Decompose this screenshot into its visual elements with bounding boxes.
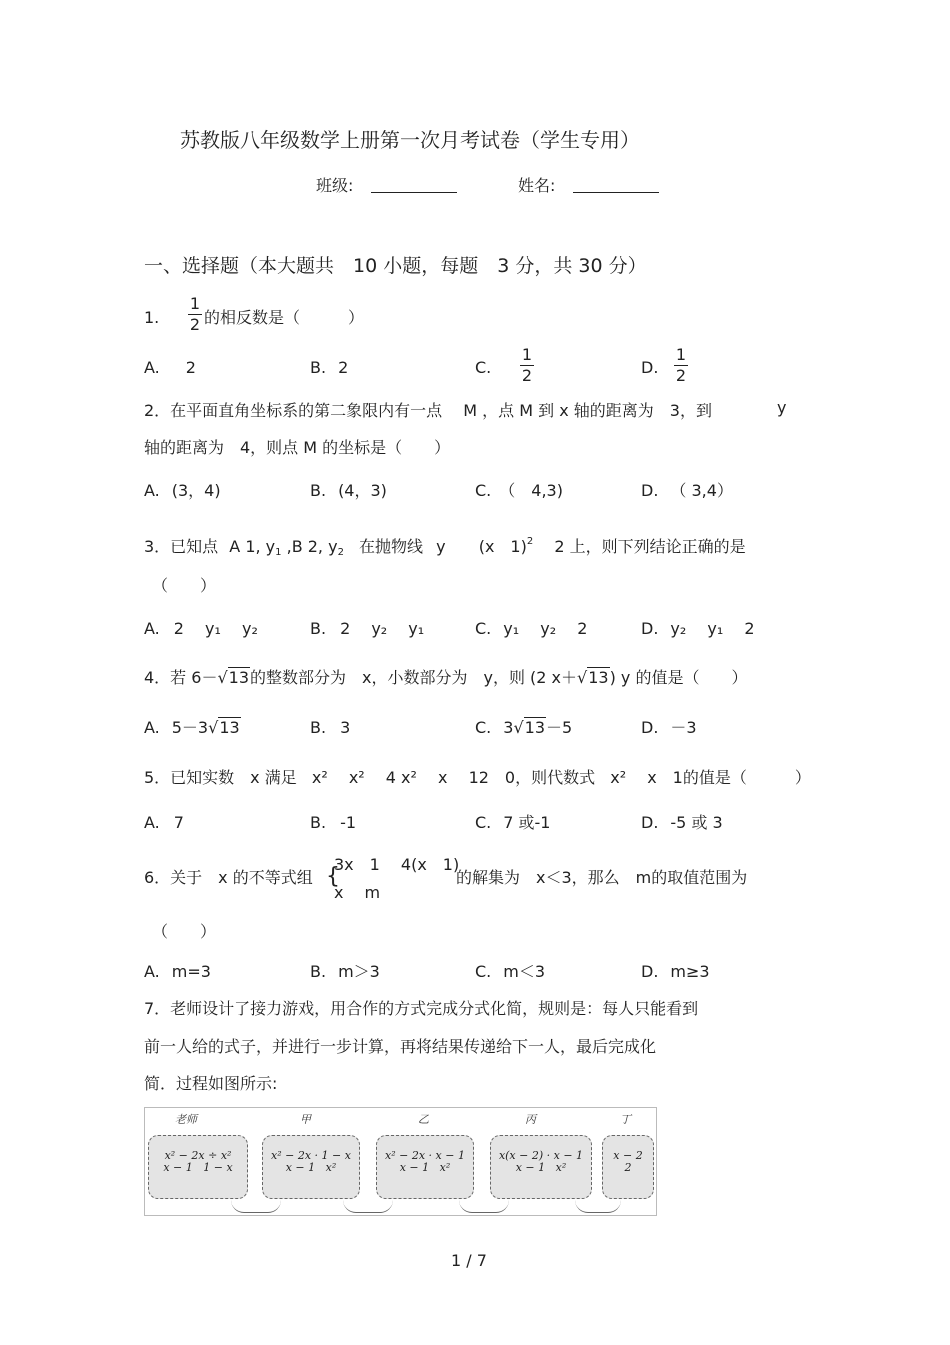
option-label: D. [641,358,659,377]
option-value: 2 [185,358,196,377]
option-label: A. [144,358,160,377]
option-value: (4，3) [338,481,387,500]
q5-expr2: x² x 1 [610,768,683,787]
sqrt-13: √13 [208,718,240,737]
q3-option-a [144,619,258,639]
q1-text: 的相反数是（ ） [204,308,365,327]
option-label: B. [310,358,327,377]
frac-num: 1 [675,345,687,364]
option-value: m=3 [171,962,211,981]
q5-post: ，则代数式 [515,768,596,787]
q5-option-c [475,813,551,833]
expr: x² − 2x · 1 − x x − 1 x² [271,1149,351,1174]
option-label: A. [144,481,160,500]
q1-option-b [310,358,348,378]
q1-option-d-fraction [674,346,688,385]
option-label: C. [475,962,492,981]
option-value: （ 4,3) [499,481,563,500]
option-value-post: －5 [546,718,573,737]
q1-option-a [144,358,196,378]
q3-eq-y: y [436,537,446,556]
option-label: B. [310,619,327,638]
option-value: -1 [340,813,357,832]
q3-sub1: 1 [275,547,282,558]
q3-pre: 3．已知点 [144,537,219,556]
option-label: A. [144,962,160,981]
option-label: C. [475,481,492,500]
q2-option-a [144,481,221,501]
q1-option-d [641,358,658,378]
label-teacher: 老师 [175,1113,197,1126]
option-label: B. [310,718,327,737]
class-blank [371,176,457,193]
label-ding: 丁 [620,1113,631,1126]
radicand: 13 [228,668,250,687]
option-value: (3，4) [171,481,221,500]
q3-point-b: ,B 2, y [281,537,338,556]
option-value: －3 [670,718,697,737]
radicand: 13 [219,718,240,737]
name-label: 姓名: [518,176,556,195]
q2-option-d [641,481,733,501]
option-value: -5 或 3 [670,813,723,832]
option-value: 2 y₁ y₂ [173,619,258,638]
label-yi: 乙 [418,1113,429,1126]
q5-expr: x² x² 4 x² x 12 0 [311,768,516,787]
q6-paren: （ ） [152,922,217,941]
expr-box-yi [376,1135,474,1199]
option-label: D. [641,718,659,737]
frac-den: 2 [521,366,533,385]
q2-option-b [310,481,387,501]
option-label: D. [641,619,659,638]
option-label: C. [475,718,492,737]
expr-box-jia [262,1135,360,1199]
option-value: 2 y₂ y₁ [340,619,425,638]
q4-mid: 的整数部分为 x，小数部分为 y，则 (2 x＋ [250,668,578,687]
class-label: 班级: [316,176,354,195]
q7-line3: 简．过程如图所示: [144,1074,278,1093]
q1-frac-num: 1 [189,294,201,313]
q3-mid: 在抛物线 [359,537,424,556]
q3-option-d [641,619,755,639]
q3-eq-sup: 2 [526,536,534,547]
q4-option-d [641,718,697,738]
q4-end: ) y 的值是（ ） [609,668,748,687]
expr: x² − 2x · x − 1 x − 1 x² [385,1149,465,1174]
option-value: m＜3 [503,962,546,981]
class-field [316,176,457,196]
option-label: C. [475,358,492,377]
option-label: B. [310,481,327,500]
radicand: 13 [588,668,609,687]
expr: x − 2 2 [613,1149,643,1174]
option-label: D. [641,962,659,981]
q5-pre: 5．已知实数 x 满足 [144,768,297,787]
relay-figure [144,1107,657,1216]
q5-option-d [641,813,723,833]
page-number: 1 / 7 [451,1251,487,1270]
expr: x² − 2x ÷ x² x − 1 1 − x [163,1149,233,1174]
expr-box-ding [602,1135,654,1199]
sqrt-13: √13 [217,668,250,687]
q1-option-c [475,358,491,378]
q4-option-c [475,718,572,738]
option-label: D. [641,813,659,832]
q3-option-b [310,619,424,639]
option-label: C. [475,813,492,832]
option-value: y₂ y₁ 2 [670,619,755,638]
q5-option-a [144,813,184,833]
q3-option-c [475,619,587,639]
option-label: B. [310,813,327,832]
option-label: D. [641,481,659,500]
frac-num: 1 [521,345,533,364]
option-value: m＞3 [338,962,380,981]
q4-option-b [310,718,350,738]
expr-box-bing [490,1135,592,1199]
frac-den: 2 [675,366,687,385]
q2-line1: 2．在平面直角坐标系的第二象限内有一点 M ，点 M 到 x 轴的距离为 3，到 [144,401,712,420]
page-title: 苏教版八年级数学上册第一次月考试卷（学生专用） [180,128,640,152]
q5-line [144,768,811,788]
q7-line2: 前一人给的式子，并进行一步计算，再将结果传递给下一人，最后完成化 [144,1037,657,1056]
q1-frac-den: 2 [189,315,201,334]
q6-option-b [310,962,380,982]
q6-option-d [641,962,710,982]
q1-fraction [188,295,202,334]
name-blank [573,176,659,193]
name-field [518,176,659,196]
option-value: m≥3 [670,962,710,981]
q6-post: 的解集为 x＜3，那么 m的取值范围为 [456,868,748,887]
arrow-connector [231,1200,281,1213]
option-value: （ 3,4） [670,481,733,500]
q6-pre: 6．关于 x 的不等式组 [144,868,313,887]
option-label: A. [144,813,160,832]
q3-eq-end: 2 上，则下列结论正确的是 [554,537,746,556]
arrow-connector [343,1200,393,1213]
q1-number: 1. [144,308,160,327]
arrow-connector [459,1200,509,1213]
q3-point-a: A 1, y [229,537,276,556]
system-brace: { [326,864,340,889]
q3-paren: （ ） [152,576,217,595]
expr-box-teacher [148,1135,248,1199]
q4-line [144,668,747,688]
option-value: 7 [173,813,184,832]
q3-line1 [144,532,746,563]
q2-line2: 轴的距离为 4，则点 M 的坐标是（ ） [144,438,451,457]
arrow-connector [575,1200,621,1213]
option-label: B. [310,962,327,981]
radicand: 13 [524,718,546,737]
q1-option-c-fraction [520,346,534,385]
q6-row2: x m [334,883,381,902]
q5-end: 的值是（ ） [682,768,811,787]
option-label: C. [475,619,492,638]
q7-line1: 7．老师设计了接力游戏，用合作的方式完成分式化简，规则是：每人只能看到 [144,999,699,1018]
section-heading: 一、选择题（本大题共 10 小题，每题 3 分，共 30 分） [144,255,647,277]
label-bing: 丙 [525,1113,536,1126]
option-value: y₁ y₂ 2 [503,619,588,638]
q3-sub2: 2 [337,547,344,558]
q6-option-c [475,962,545,982]
q2-y: y [777,398,787,417]
q2-option-c [475,481,563,501]
q5-option-b [310,813,356,833]
q3-eq-paren: (x 1) [478,537,527,556]
option-label: A. [144,619,160,638]
option-value: 5－3 [171,718,209,737]
q6-option-a [144,962,211,982]
label-jia: 甲 [300,1113,311,1126]
expr: x(x − 2) · x − 1 x − 1 x² [498,1149,584,1174]
option-value: 7 或-1 [503,813,551,832]
option-value: 3 [503,718,514,737]
sqrt-13: √13 [513,718,546,737]
option-label: A. [144,718,160,737]
option-value: 3 [340,718,351,737]
q4-pre: 4．若 6－ [144,668,218,687]
sqrt-13: √13 [577,668,609,687]
option-value: 2 [338,358,349,377]
q4-option-a [144,718,241,738]
q6-row1: 3x 1 4(x 1) [334,855,460,874]
